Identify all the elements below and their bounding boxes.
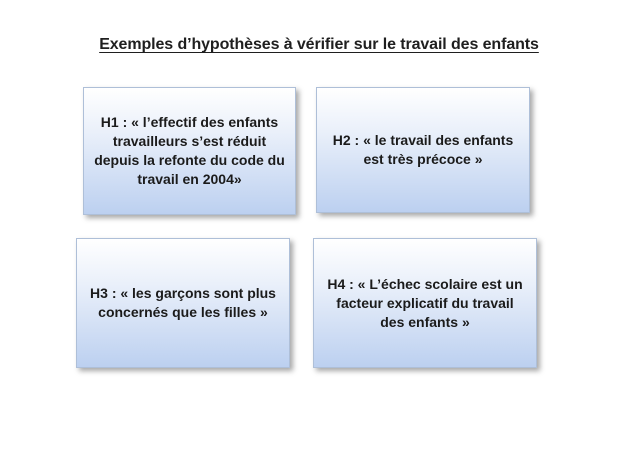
hypothesis-box-h4 — [313, 238, 537, 368]
page-title: Exemples d’hypothèses à vérifier sur le travail des enfants — [99, 36, 539, 53]
hypothesis-box-h1 — [83, 87, 296, 215]
hypothesis-text-h3: H3 : « les garçons sont plus concernés que les filles » — [90, 285, 276, 320]
hypothesis-box-h2 — [316, 87, 530, 213]
hypothesis-box-h3 — [76, 238, 290, 368]
hypothesis-text-h1: H1 : « l’effectif des enfants travailleurs s’est réduit depuis la refonte du code du travail en 2004» — [94, 114, 285, 187]
hypothesis-text-h4: H4 : « L’échec scolaire est un facteur explicatif du travail des enfants » — [327, 275, 523, 330]
hypothesis-text-h2: H2 : « le travail des enfants est très précoce » — [332, 132, 514, 167]
